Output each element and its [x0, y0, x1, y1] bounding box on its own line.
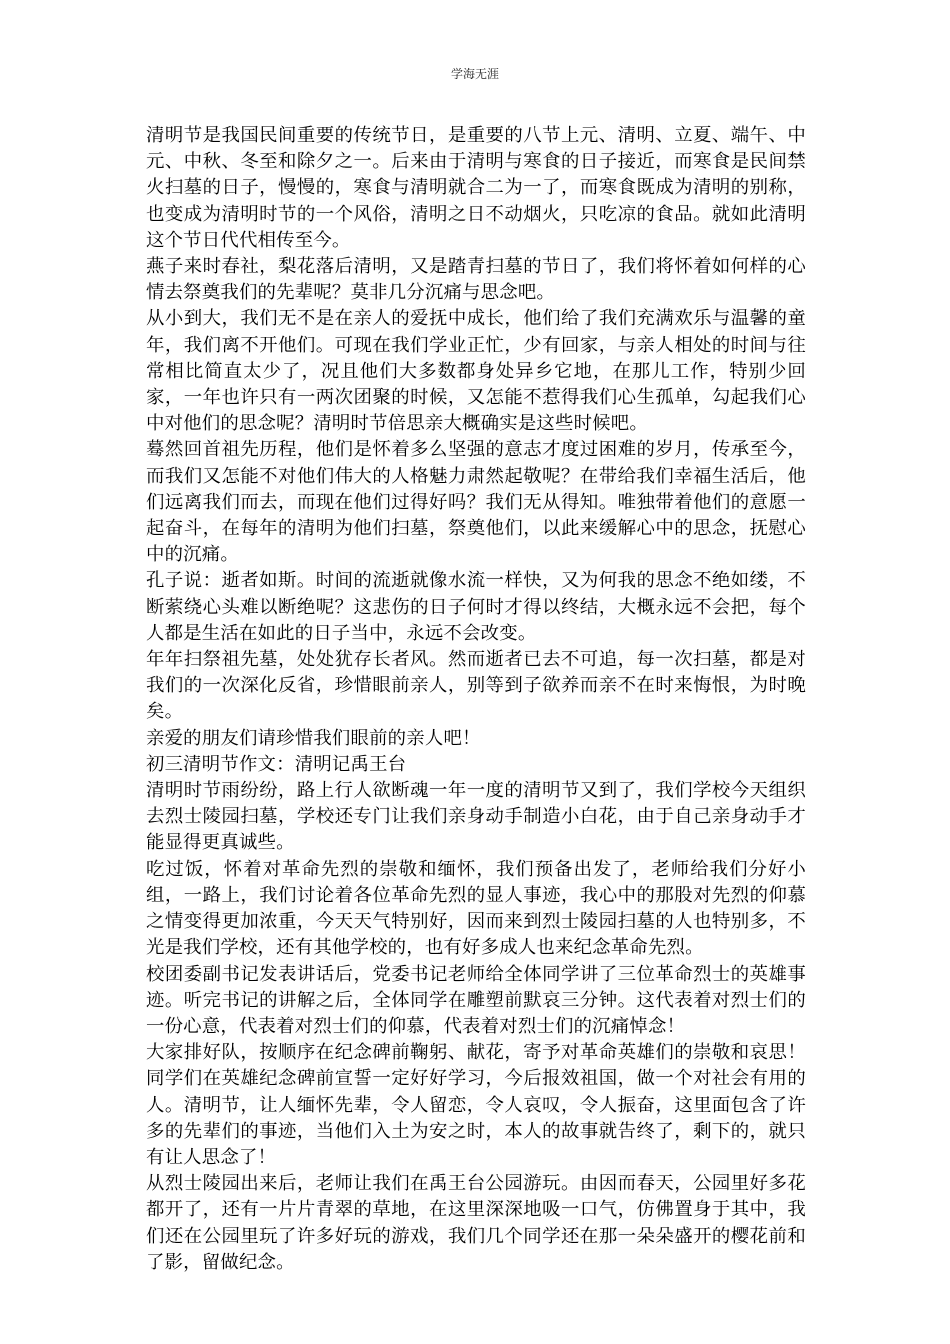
paragraph: 从烈士陵园出来后，老师让我们在禹王台公园游玩。由因而春天，公园里好多花都开了，还有一片片青翠的草地，在这里深深地吸一口气，仿佛置身于其中，我们还在公园里玩了许多好玩的游戏，我们几个同学还在那一朵朵盛开的樱花前和了影，留做纪念。: [146, 1173, 806, 1273]
paragraph: 燕子来时春社，梨花落后清明，又是踏青扫墓的节日了，我们将怀着如何样的心情去祭奠我们的先辈呢？莫非几分沉痛与思念吧。: [146, 256, 806, 304]
paragraph: 大家排好队，按顺序在纪念碑前鞠躬、献花，寄予对革命英雄们的崇敬和哀思！同学们在英雄纪念碑前宣誓一定好好学习，今后报效祖国，做一个对社会有用的人。清明节，让人缅怀先辈，令人留恋，令人哀叹，令人振奋，这里面包含了许多的先辈们的事迹，当他们入土为安之时，本人的故事就告终了，剩下的，就只有让人思念了！: [146, 1042, 806, 1168]
paragraph: 孔子说：逝者如斯。时间的流逝就像水流一样快，又为何我的思念不绝如缕，不断萦绕心头难以断绝呢？这悲伤的日子何时才得以终结，大概永远不会把，每个人都是生活在如此的日子当中，永远不会改变。: [146, 570, 806, 644]
paragraph: 蓦然回首祖先历程，他们是怀着多么坚强的意志才度过困难的岁月，传承至今，而我们又怎能不对他们伟大的人格魅力肃然起敬呢？在带给我们幸福生活后，他们远离我们而去，而现在他们过得好吗？我们无从得知。唯独带着他们的意愿一起奋斗，在每年的清明为他们扫墓，祭奠他们，以此来缓解心中的思念，抚慰心中的沉痛。: [146, 439, 806, 566]
paragraph: 年年扫祭祖先墓，处处犹存长者风。然而逝者已去不可追，每一次扫墓，都是对我们的一次深化反省，珍惜眼前亲人，别等到子欲养而亲不在时来悔恨，为时晚矣。: [146, 649, 806, 723]
paragraph: 从小到大，我们无不是在亲人的爱抚中成长，他们给了我们充满欢乐与温馨的童年，我们离不开他们。可现在我们学业正忙，少有回家，与亲人相处的时间与往常相比简直太少了，况且他们大多数都身处异乡它地，在那儿工作，特别少回家，一年也许只有一两次团聚的时候，又怎能不惹得我们心生孤单，勾起我们心中对他们的思念呢？清明时节倍思亲大概确实是这些时候吧。: [146, 308, 806, 435]
paragraph: 清明节是我国民间重要的传统节日，是重要的八节上元、清明、立夏、端午、中元、中秋、冬至和除夕之一。后来由于清明与寒食的日子接近，而寒食是民间禁火扫墓的日子，慢慢的，寒食与清明就合二为一了，而寒食既成为清明的别称，也变成为清明时节的一个风俗，清明之日不动烟火，只吃凉的食品。就如此清明这个节日代代相传至今。: [146, 125, 806, 251]
page-header: 学海无涯: [450, 67, 499, 81]
paragraph: 清明时节雨纷纷，路上行人欲断魂一年一度的清明节又到了，我们学校今天组织去烈士陵园扫墓，学校还专门让我们亲身动手制造小白花，由于自己亲身动手才能显得更真诚些。: [146, 780, 806, 854]
paragraph: 校团委副书记发表讲话后，党委书记老师给全体同学讲了三位革命烈士的英雄事迹。听完书记的讲解之后，全体同学在雕塑前默哀三分钟。这代表着对烈士们的一份心意，代表着对烈士们的仰慕，代表着对烈士们的沉痛悼念！: [146, 963, 806, 1037]
paragraph: 亲爱的朋友们请珍惜我们眼前的亲人吧！: [146, 727, 481, 749]
section-title: 初三清明节作文：清明记禹王台: [146, 753, 407, 775]
paragraph: 吃过饭，怀着对革命先烈的崇敬和缅怀，我们预备出发了，老师给我们分好小组，一路上，我们讨论着各位革命先烈的显人事迹，我心中的那股对先烈的仰慕之情变得更加浓重，今天天气特别好，因而来到烈士陵园扫墓的人也特别多，不光是我们学校，还有其他学校的，也有好多成人也来纪念革命先烈。: [146, 858, 806, 959]
document-body: [146, 123, 806, 1276]
